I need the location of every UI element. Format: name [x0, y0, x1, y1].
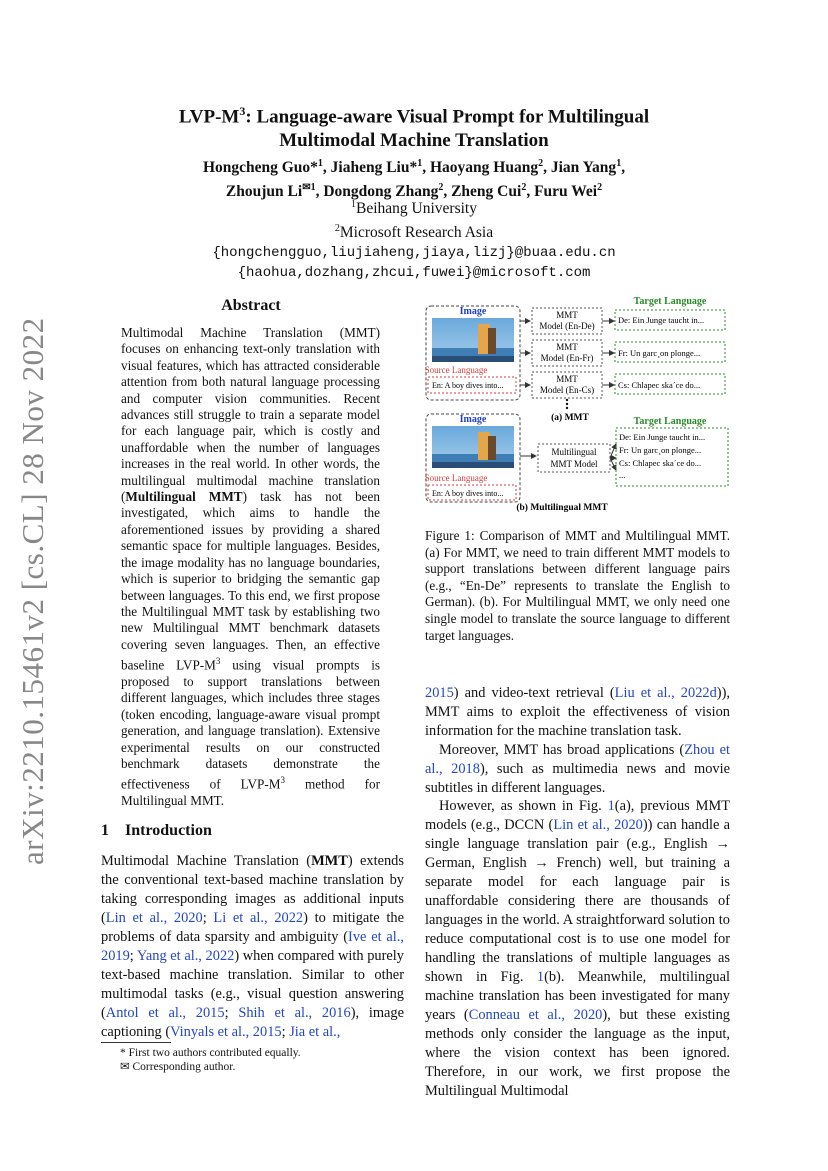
multilingual-model-line1: Multilingual — [551, 447, 597, 457]
output-fr-a: Fr: Un garc¸on plonge... — [618, 348, 701, 358]
paper-title: LVP-$M^3$: Language-aware Visual Prompt for Multilingual Multimodal Machine Translation — [178, 104, 650, 152]
intro-paragraph: Multimodal Machine Translation (MMT) extends the conventional text-based machine translation by taking corresponding images as additional inputs (Lin et al., 2020; Li et al., 2022) to mitigate the problems of data sparsity and ambiguity (Ive et al., 2019; Yang et al., 2022) when compared with purely text-based machine translation. Similar to other multimodal tasks (e.g., visual question answering (Antol et al., 2015; Shih et al., 2016), image captioning (Vinyals et al., 2015; Jia et al., — [101, 853, 404, 1040]
multilingual-model-line2: MMT Model — [550, 459, 598, 469]
abstract-heading: Abstract — [221, 297, 281, 314]
output-de-b: De: Ein Junge taucht in... — [619, 432, 706, 442]
panel-b — [425, 414, 728, 513]
author-list: Hongcheng Guo*$^1$, Jiaheng Liu*$^1$, Haoyang Huang$^2$, Jian Yang$^1$, Zhoujun $Li^{✉1}$, Dongdong Zhang$^2$, Zheng Cui$^2$, Furu Wei$^2$ — [202, 158, 626, 201]
output-cs-a: Cs: Chlapec ska´ce do... — [618, 380, 701, 390]
citation-link[interactable]: Yang et al., 2022 — [136, 948, 235, 964]
source-text-a: En: A boy dives into... — [432, 381, 504, 390]
author-name: Jiaheng Liu* — [330, 159, 418, 177]
author-affiliation-mark: ✉1 — [302, 182, 316, 194]
citation-link[interactable]: Vinyals et al., 2015 — [170, 1024, 282, 1040]
author-affiliation-mark: 2 — [521, 182, 527, 194]
panel-a-label: (a) MMT — [551, 413, 589, 423]
author-affiliation-mark: 1 — [317, 158, 323, 169]
email-microsoft: {haohua,dozhang,zhcui,fuwei}@microsoft.com — [237, 265, 591, 282]
email-buaa: {hongchengguo,liujiaheng,jiaya,lizj}@buaa.edu.cn — [212, 245, 616, 262]
author-name: Zheng Cui — [451, 183, 522, 201]
model-en-de-line1: MMT — [556, 310, 578, 320]
author-affiliation-mark: 1 — [616, 158, 622, 169]
image-label-b: Image — [459, 414, 487, 425]
citation-link[interactable]: Lin et al., 2020 — [105, 910, 203, 926]
citation-link[interactable]: Ive et al., 2019 — [101, 929, 404, 964]
right-paragraph-3: However, as shown in Fig. 1(a), previous MMT models (e.g., DCCN (Lin et al., 2020)) can handle a single language translation pair (e.g., English → German, English → French) well, but training a separate model for each language pair is unaffordable considering there are thousands of languages in the world. A straightforward solution to reduce computational cost is to use one model for handling the translations of multiple languages as shown in Fig. 1(b). Meanwhile, multilingual machine translation has been investigated for many years (Conneau et al., 2020), but these existing methods only consider the language as the input, where the vision context has been ignored. Therefore, in our work, we first propose the Multilingual Multimodal — [425, 798, 730, 1099]
source-text-b: En: A boy dives into... — [432, 489, 504, 498]
author-name: Hongcheng Guo* — [202, 159, 318, 177]
arxiv-stamp: arXiv:2210.15461v2 [cs.CL] 28 Nov 2022 — [15, 317, 50, 865]
panel-a — [425, 296, 725, 423]
source-language-label-b: Source Language — [424, 473, 488, 483]
citation-link[interactable]: Shih et al., 2016 — [238, 1005, 351, 1021]
target-language-label-b: Target Language — [633, 416, 707, 427]
author-name: Dongdong Zhang — [323, 183, 439, 201]
abstract-text: Multimodal Machine Translation (MMT) focuses on enhancing text-only translation with visual features, which has attracted considerable attention from both natural language processing and computer vision communities. Recent advances still struggle to train a separate model for each language pair, which is costly and unaffordable when the number of languages increases in the real world. In other words, the multilingual multimodal machine translation (Multilingual MMT) task has not been investigated, which aims to handle the aforementioned issues by providing a shared semantic space for multiple languages. Besides, the image modality has no language boundaries, which is superior to bridging the semantic gap between languages. To this end, we first propose the Multilingual MMT task by establishing two new Multilingual MMT benchmark datasets covering seven languages. Then, an effective baseline LVP-$M^3$ using visual prompts is proposed to support translations between different languages, which includes three stages (token encoding, language-aware visual prompt generation, and language translation). Extensive experimental results on our constructed benchmark datasets demonstrate the effectiveness of LVP-$M^3$ method for Multilingual MMT. — [121, 325, 380, 809]
right-paragraph-1: 2015) and video-text retrieval (Liu et al., 2022d)), MMT aims to exploit the effectiveness of vision information for the machine translation task. — [425, 685, 730, 739]
figure-1-caption: Figure 1: Comparison of MMT and Multilingual MMT. (a) For MMT, we need to train different MMT models to support translations between different language pairs (e.g., “En-De” represents to translate the English to German). (b). For Multilingual MMT, we only need one single model to translate the source language to different target languages. — [425, 528, 730, 643]
photo-b — [432, 426, 514, 468]
figure-1-diagram — [422, 292, 734, 516]
citation-link[interactable]: Conneau et al., 2020 — [468, 1007, 603, 1023]
target-language-label-a: Target Language — [633, 296, 707, 307]
author-affiliation-mark: 2 — [538, 158, 544, 169]
model-en-cs-line1: MMT — [556, 374, 578, 384]
output-more-b: ... — [619, 470, 626, 480]
model-en-fr-line1: MMT — [556, 342, 578, 352]
right-paragraph-2: Moreover, MMT has broad applications (Zhou et al., 2018), such as multimedia news and movie subtitles in different languages. — [425, 742, 730, 796]
section-heading-introduction: 1 Introduction — [101, 822, 212, 839]
author-affiliation-mark: 1 — [417, 158, 423, 169]
figure-ref-link[interactable]: 1 — [607, 798, 615, 814]
model-en-cs-line2: Model (En-Cs) — [539, 385, 595, 395]
author-affiliation-mark: 2 — [597, 182, 603, 194]
author-affiliation-mark: 2 — [438, 182, 444, 194]
source-language-label-a: Source Language — [424, 365, 488, 375]
output-de-a: De: Ein Junge taucht in... — [618, 315, 705, 325]
author-name: Zhoujun Li — [225, 183, 303, 201]
model-en-de-line2: Model (En-De) — [539, 321, 595, 331]
panel-b-label: (b) Multilingual MMT — [516, 503, 608, 513]
image-label-a: Image — [459, 306, 487, 317]
citation-link[interactable]: Zhou et al., 2018 — [425, 742, 730, 777]
footnotes: * First two authors contributed equally. ✉ Corresponding author. — [120, 1047, 301, 1073]
citation-link[interactable]: Lin et al., 2020 — [553, 817, 643, 833]
figure-ref-link[interactable]: 1 — [536, 969, 545, 985]
citation-link[interactable]: Li et al., 2022 — [213, 910, 304, 926]
author-name: Haoyang Huang — [430, 159, 539, 177]
citation-link[interactable]: Antol et al., 2015 — [105, 1005, 225, 1021]
author-name: Furu Wei — [534, 183, 598, 201]
citation-link[interactable]: Liu et al., 2022d — [614, 685, 717, 701]
output-cs-b: Cs: Chlapec ska´ce do... — [619, 458, 702, 468]
citation-link[interactable]: 2015 — [425, 685, 454, 701]
output-fr-b: Fr: Un garc¸on plonge... — [619, 445, 702, 455]
affiliations: $^1$Beihang University $^2$Microsoft Research Asia {hongchengguo,liujiaheng,jiaya,lizj}@buaa.edu.cn {haohua,dozhang,zhcui,fuwei}@microsoft.com — [0, 195, 828, 283]
model-en-fr-line2: Model (En-Fr) — [540, 353, 594, 363]
photo-a — [432, 318, 514, 362]
citation-link[interactable]: Jia et al., — [289, 1024, 341, 1040]
author-name: Jian Yang — [550, 159, 617, 177]
footnote-rule — [101, 1042, 171, 1043]
